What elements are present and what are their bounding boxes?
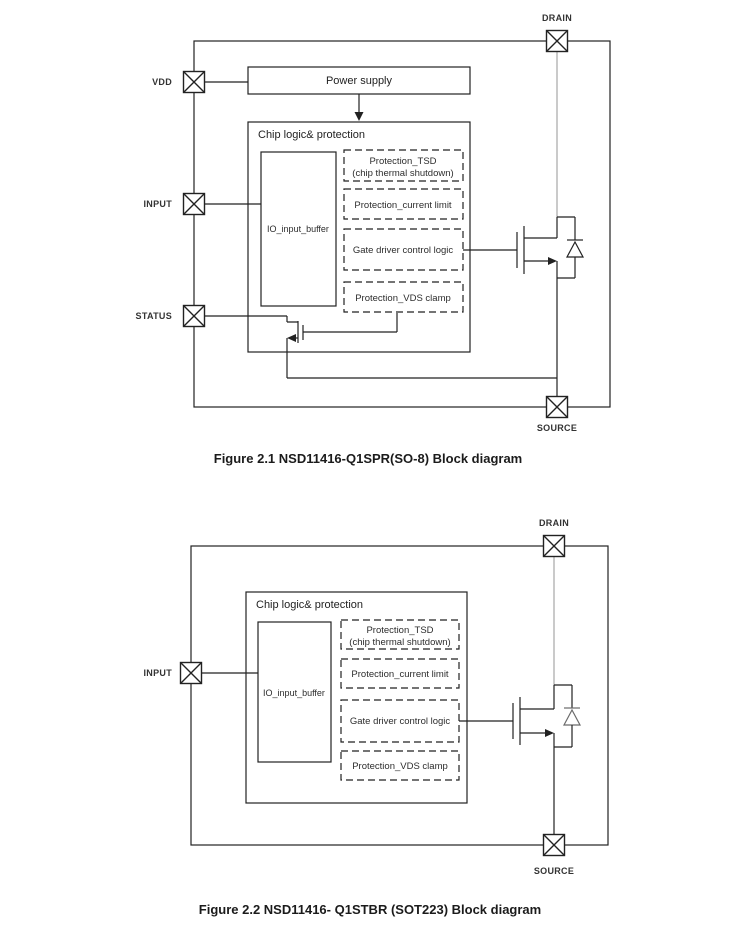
- mosfet-symbol: [459, 685, 580, 835]
- pin-source: [544, 835, 565, 856]
- protection-tsd-label-line2: (chip thermal shutdown): [349, 637, 451, 648]
- pin-drain: [547, 31, 568, 52]
- protection-vds-clamp-label: Protection_VDS clamp: [352, 761, 448, 772]
- power-supply-label: Power supply: [325, 75, 393, 87]
- protection-tsd-label-line1: Protection_TSD: [369, 156, 437, 167]
- figure-2-block-diagram: [144, 518, 609, 917]
- pin-source-label: SOURCE: [536, 423, 578, 433]
- io-input-buffer-label: IO_input_buffer: [267, 224, 329, 234]
- gate-driver-label: Gate driver control logic: [352, 245, 454, 256]
- pin-input-label: INPUT: [143, 199, 172, 209]
- figure-1-caption: Figure 2.1 NSD11416-Q1SPR(SO-8) Block diagram: [213, 451, 523, 466]
- gate-driver-label: Gate driver control logic: [349, 716, 451, 727]
- chip-logic-label: Chip logic& protection: [256, 599, 364, 611]
- chip-logic-label: Chip logic& protection: [258, 129, 366, 141]
- pin-status: [184, 306, 205, 327]
- pin-drain: [544, 536, 565, 557]
- status-fet-symbol: [287, 313, 397, 378]
- pin-vdd: [184, 72, 205, 93]
- pin-source: [547, 397, 568, 418]
- pin-vdd-label: VDD: [152, 77, 172, 87]
- protection-current-limit-label: Protection_current limit: [351, 669, 449, 680]
- status-fet-arrow-icon: [287, 334, 296, 342]
- protection-current-limit-label: Protection_current limit: [354, 200, 452, 211]
- fig2-wires: [202, 557, 555, 685]
- pin-status-label: STATUS: [135, 311, 172, 321]
- protection-tsd-label-line1: Protection_TSD: [366, 625, 434, 636]
- pin-input: [181, 663, 202, 684]
- body-diode-icon: [557, 217, 583, 278]
- pin-input: [184, 194, 205, 215]
- pin-source-label: SOURCE: [533, 866, 575, 876]
- mosfet-source-arrow-icon: [548, 257, 557, 265]
- fig1-wires: [205, 52, 558, 378]
- pin-drain-label: DRAIN: [542, 13, 572, 23]
- io-input-buffer-label: IO_input_buffer: [263, 688, 325, 698]
- chip-logic-box: [248, 122, 470, 352]
- figure-2-caption: Figure 2.2 NSD11416- Q1STBR (SOT223) Block diagram: [198, 902, 542, 917]
- protection-tsd-label-line2: (chip thermal shutdown): [352, 168, 454, 179]
- mosfet-symbol: [463, 217, 583, 396]
- pin-input-label: INPUT: [143, 668, 172, 678]
- mosfet-source-arrow-icon: [545, 729, 554, 737]
- figure-1-block-diagram: [136, 13, 610, 466]
- body-diode-icon: [554, 685, 580, 747]
- protection-vds-clamp-label: Protection_VDS clamp: [355, 293, 451, 304]
- arrow-down-icon: [355, 112, 364, 121]
- pin-drain-label: DRAIN: [539, 518, 569, 528]
- fig2-outer-box: [191, 546, 608, 845]
